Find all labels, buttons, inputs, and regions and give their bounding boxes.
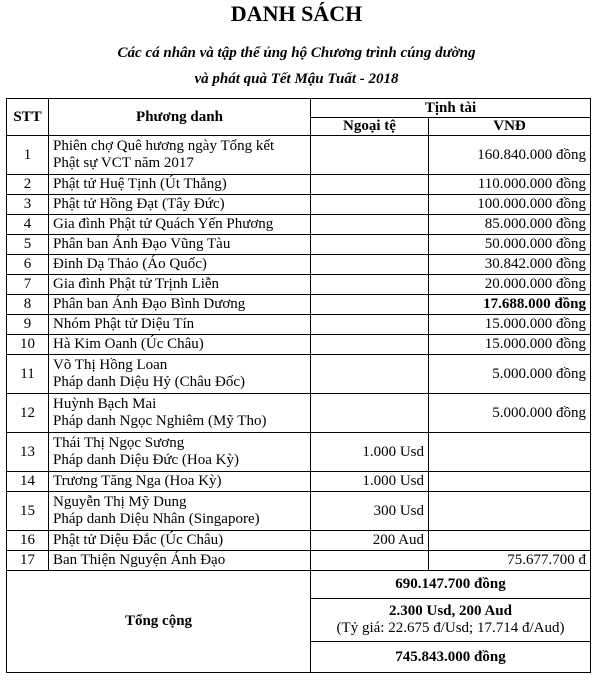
row-foreign [311, 295, 429, 315]
row-name [49, 355, 311, 394]
row-name-line2: Phật sự VCT năm 2017 [53, 155, 194, 171]
row-name: Phật tử Huệ Tịnh (Út Thẳng) [49, 175, 311, 195]
row-foreign: 1.000 Usd [311, 433, 429, 472]
row-name: Gia đình Phật tử Quách Yến Phương [49, 215, 311, 235]
table-row [7, 394, 591, 433]
header-foreign: Ngoại tệ [311, 118, 429, 136]
row-name: Trương Tăng Nga (Hoa Kỳ) [49, 472, 311, 492]
table-row [7, 355, 591, 394]
donor-table [6, 98, 591, 673]
row-foreign [311, 136, 429, 175]
row-vnd [429, 433, 591, 472]
total-foreign: 2.300 Usd, 200 Aud [389, 603, 512, 619]
row-foreign: 300 Usd [311, 492, 429, 531]
row-stt: 16 [7, 531, 49, 551]
table-row [7, 215, 591, 235]
row-stt: 8 [7, 295, 49, 315]
row-foreign [311, 394, 429, 433]
total-vnd: 690.147.700 đồng [311, 571, 591, 599]
row-name-line1: Phiên chợ Quê hương ngày Tổng kết [53, 138, 275, 154]
row-name: Nhóm Phật tử Diệu Tín [49, 315, 311, 335]
row-name: Ban Thiện Nguyện Ánh Đạo [49, 551, 311, 571]
document-title: DANH SÁCH [230, 1, 363, 26]
row-vnd: 15.000.000 đồng [429, 335, 591, 355]
row-name: Phật tử Diệu Đắc (Úc Châu) [49, 531, 311, 551]
total-row-vnd [7, 571, 591, 599]
row-foreign [311, 215, 429, 235]
table-row [7, 195, 591, 215]
row-foreign [311, 355, 429, 394]
row-vnd: 20.000.000 đồng [429, 275, 591, 295]
row-name: Phân ban Ánh Đạo Bình Dương [49, 295, 311, 315]
row-name-line2: Pháp danh Diệu Hỷ (Châu Đốc) [53, 374, 246, 390]
row-name: Đinh Dạ Thảo (Áo Quốc) [49, 255, 311, 275]
row-stt: 3 [7, 195, 49, 215]
row-stt: 7 [7, 275, 49, 295]
row-name: Gia đình Phật tử Trịnh Liễn [49, 275, 311, 295]
row-foreign [311, 335, 429, 355]
row-vnd: 100.000.000 đồng [429, 195, 591, 215]
row-stt: 14 [7, 472, 49, 492]
row-name [49, 433, 311, 472]
row-name-line1: Thái Thị Ngọc Sương [53, 435, 185, 451]
row-vnd: 17.688.000 đồng [429, 295, 591, 315]
row-foreign [311, 195, 429, 215]
row-vnd [429, 472, 591, 492]
row-name: Hà Kim Oanh (Úc Châu) [49, 335, 311, 355]
row-name: Phân ban Ánh Đạo Vũng Tàu [49, 235, 311, 255]
row-name [49, 394, 311, 433]
row-name [49, 492, 311, 531]
total-foreign-cell [311, 599, 591, 642]
row-foreign: 200 Aud [311, 531, 429, 551]
table-row [7, 175, 591, 195]
table-row [7, 472, 591, 492]
row-name: Phật tử Hồng Đạt (Tây Đức) [49, 195, 311, 215]
row-foreign [311, 175, 429, 195]
row-name [49, 136, 311, 175]
row-vnd: 50.000.000 đồng [429, 235, 591, 255]
header-money: Tịnh tài [311, 99, 591, 118]
table-row [7, 275, 591, 295]
table-row [7, 492, 591, 531]
table-row [7, 531, 591, 551]
document-subtitle-line1: Các cá nhân và tập thể ủng hộ Chương trình cúng dường [117, 45, 476, 61]
header-vnd: VNĐ [429, 118, 591, 136]
row-vnd [429, 531, 591, 551]
table-row [7, 433, 591, 472]
row-stt: 17 [7, 551, 49, 571]
row-stt: 6 [7, 255, 49, 275]
row-foreign [311, 315, 429, 335]
table-row [7, 235, 591, 255]
row-name-line2: Pháp danh Diệu Nhân (Singapore) [53, 511, 260, 527]
row-vnd: 5.000.000 đồng [429, 355, 591, 394]
table-row [7, 136, 591, 175]
row-stt: 13 [7, 433, 49, 472]
header-name: Phương danh [49, 99, 311, 136]
table-row [7, 295, 591, 315]
row-name-line1: Võ Thị Hồng Loan [53, 357, 168, 373]
row-foreign [311, 235, 429, 255]
row-foreign [311, 275, 429, 295]
header-stt: STT [7, 99, 49, 136]
row-stt: 2 [7, 175, 49, 195]
row-foreign: 1.000 Usd [311, 472, 429, 492]
table-row [7, 315, 591, 335]
row-stt: 1 [7, 136, 49, 175]
row-foreign [311, 551, 429, 571]
grand-total: 745.843.000 đồng [311, 642, 591, 673]
row-name-line1: Nguyễn Thị Mỹ Dung [53, 494, 187, 510]
row-stt: 10 [7, 335, 49, 355]
table-row [7, 255, 591, 275]
row-vnd: 30.842.000 đồng [429, 255, 591, 275]
row-foreign [311, 255, 429, 275]
row-vnd: 15.000.000 đồng [429, 315, 591, 335]
row-vnd: 110.000.000 đồng [429, 175, 591, 195]
row-stt: 12 [7, 394, 49, 433]
row-stt: 11 [7, 355, 49, 394]
row-name-line1: Huỳnh Bạch Mai [53, 396, 157, 412]
row-vnd: 85.000.000 đồng [429, 215, 591, 235]
total-label: Tổng cộng [7, 571, 311, 673]
row-stt: 4 [7, 215, 49, 235]
row-stt: 5 [7, 235, 49, 255]
row-vnd [429, 492, 591, 531]
table-row [7, 335, 591, 355]
row-name-line2: Pháp danh Diệu Đức (Hoa Kỳ) [53, 452, 239, 468]
document-subtitle-line2: và phát quà Tết Mậu Tuất - 2018 [194, 71, 399, 87]
header-row-1 [7, 99, 591, 118]
row-stt: 9 [7, 315, 49, 335]
exchange-rate: (Tỷ giá: 22.675 đ/Usd; 17.714 đ/Aud) [336, 620, 565, 636]
row-vnd: 75.677.700 đ [429, 551, 591, 571]
row-stt: 15 [7, 492, 49, 531]
row-name-line2: Pháp danh Ngọc Nghiêm (Mỹ Tho) [53, 413, 267, 429]
row-vnd: 5.000.000 đồng [429, 394, 591, 433]
table-row [7, 551, 591, 571]
row-vnd: 160.840.000 đồng [429, 136, 591, 175]
